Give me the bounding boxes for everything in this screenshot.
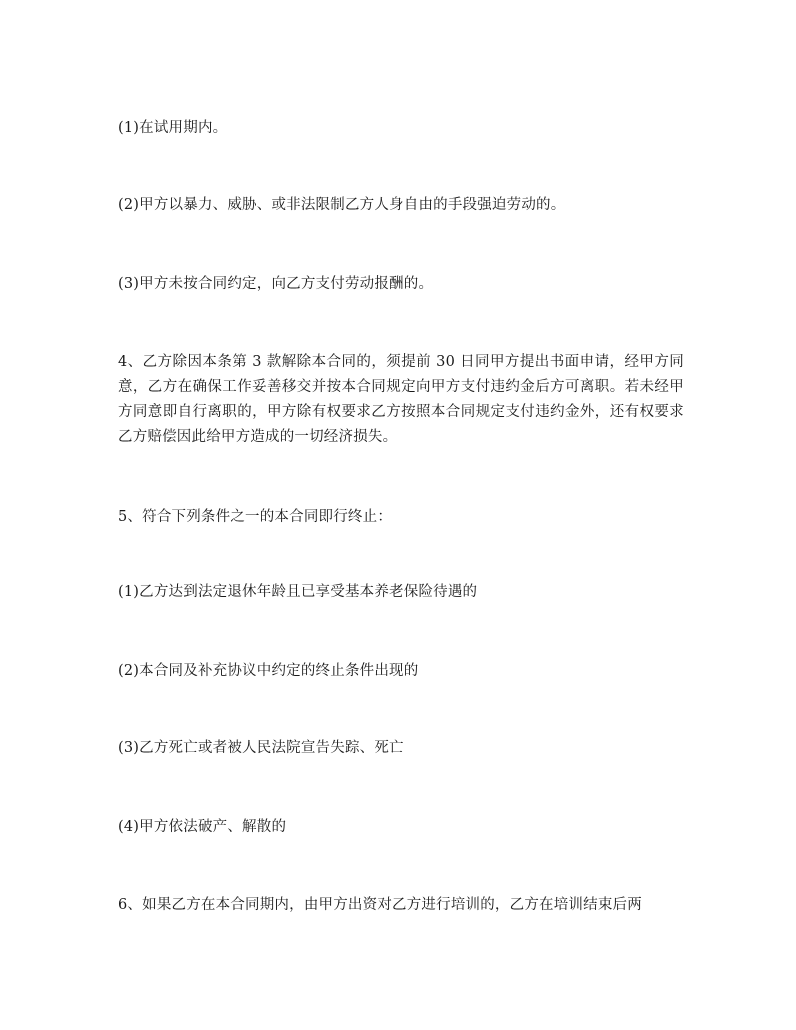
clause-probation-period: (1)在试用期内。 <box>118 120 228 136</box>
clause-forced-labor: (2)甲方以暴力、威胁、或非法限制乙方人身自由的手段强迫劳动的。 <box>118 197 566 213</box>
clause-agreed-termination: (2)本合同及补充协议中约定的终止条件出现的 <box>118 663 419 679</box>
clause-training: 6、如果乙方在本合同期内，由甲方出资对乙方进行培训的，乙方在培训结束后两 <box>118 897 642 913</box>
clause-resignation-notice: 4、乙方除因本条第 3 款解除本合同的，须提前 30 日同甲方提出书面申请，经甲方同意，乙方在确保工作妥善移交并按本合同规定向甲方支付违约金后方可离职。若未经甲方同意即自行离职的，甲方除有权要求乙方按照本合同规定支付违约金外，还有权要求乙方赔偿因此给甲方造成的一切经济损失。 <box>118 354 684 445</box>
clause-death-missing: (3)乙方死亡或者被人民法院宣告失踪、死亡 <box>118 740 404 756</box>
clause-retirement: (1)乙方达到法定退休年龄且已享受基本养老保险待遇的 <box>118 584 478 600</box>
clause-bankruptcy: (4)甲方依法破产、解散的 <box>118 819 287 835</box>
clause-termination-conditions: 5、符合下列条件之一的本合同即行终止： <box>118 509 393 525</box>
clause-unpaid-wages: (3)甲方未按合同约定，向乙方支付劳动报酬的。 <box>118 276 434 292</box>
